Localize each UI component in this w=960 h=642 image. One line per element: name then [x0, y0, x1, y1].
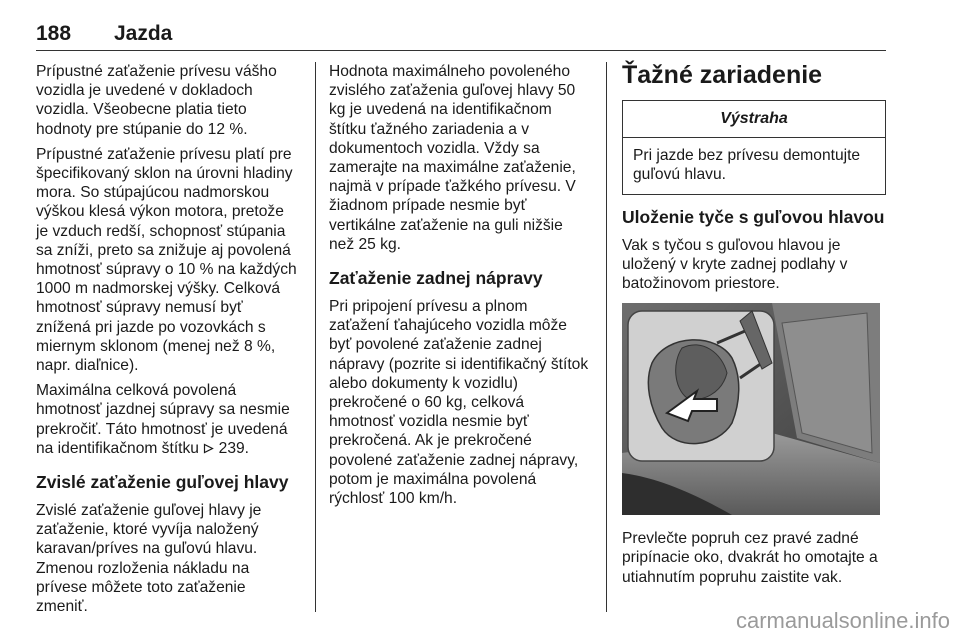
page-number: 188 — [36, 22, 72, 45]
section-heading-storage: Uloženie tyče s guľovou hlavou — [622, 206, 885, 227]
trunk-storage-illustration — [622, 303, 880, 515]
column-divider — [606, 62, 607, 612]
reference-triangle-icon — [203, 440, 214, 457]
page-reference-link[interactable]: 239. — [218, 439, 249, 457]
column-right — [622, 60, 886, 593]
paragraph: Hodnota maximálneho povoleného zvislého zaťaženia guľovej hlavy 50 kg je uvedená na identifikačnom štítku ťažného zariadenia a v dokumentoch vozidla. Vždy sa zamerajte na maximálne zaťaženie, najmä v prípade ťažkého prívesu. V žiadnom prípade nesmie byť vertikálne zaťaženie na guli nižšie než 25 kg. — [329, 63, 576, 253]
column-middle — [329, 62, 591, 514]
chapter-title: Jazda — [114, 22, 173, 45]
page-header — [36, 22, 886, 51]
paragraph — [36, 145, 300, 375]
column-divider — [315, 62, 316, 612]
paragraph: Vak s tyčou s guľovou hlavou je uložený v kryte zadnej podlahy v batožinovom priestore. — [622, 236, 848, 293]
paragraph: Pri pripojení prívesu a plnom zaťažení ťahajúceho vozidla môže byť povolené zaťaženie zadnej nápravy (pozrite si identifikačný štítok alebo dokumenty k vozidlu) prekročené o 60 kg, celková hmotnosť vozidla nesmie byť prekročená. Ak je prekročené povolené zaťaženie zadnej nápravy, potom je maximálna povolená rýchlosť 100 km/h. — [329, 298, 589, 508]
paragraph: Prevlečte popruh cez pravé zadné pripínacie oko, dvakrát ho omotajte a utiahnutím popruhu zaistite vak. — [622, 530, 878, 586]
warning-title: Výstraha — [623, 101, 885, 138]
paragraph-text: Prípustné zaťaženie prívesu platí pre špecifikovaný sklon na úrovni hladiny mora. So stúpajúcou nadmorskou výškou klesá výkon motora, pretože je vzduch redší, schopnosť stúpania sa zníži, preto sa znižuje aj povolená hmotnosť súpravy o 10 % na každých 1000 m nadmorskej výšky. Celková hmotnosť súpravy nemusí byť znížená pri jazde po vozovkách s miernym sklonom (menej než 8 %, napr. diaľnice). — [36, 145, 297, 375]
section-heading-towing: Ťažné zariadenie — [622, 61, 823, 89]
column-left — [36, 62, 300, 622]
warning-box — [622, 100, 886, 195]
paragraph-text: Maximálna celková povolená hmotnosť jazdnej súpravy sa nesmie prekročiť. Táto hmotnosť je uvedená na identifikačnom štítku — [36, 382, 290, 457]
paragraph — [36, 381, 300, 458]
paragraph: Zvislé zaťaženie guľovej hlavy je zaťaženie, ktoré vyvíja naložený karavan/príves na guľovú hlavu. Zmenou rozloženia nákladu na prívese môžete toto zaťaženie zmeniť. — [36, 502, 262, 616]
warning-text: Pri jazde bez prívesu demontujte guľovú hlavu. — [633, 147, 861, 184]
section-heading-vertical-load: Zvislé zaťaženie guľovej hlavy — [36, 472, 289, 493]
paragraph: Prípustné zaťaženie prívesu vášho vozidla je uvedené v dokladoch vozidla. Všeobecne platia tieto hodnoty pre stúpanie do 12 %. — [36, 63, 277, 138]
watermark: carmanualsonline.info — [735, 608, 950, 633]
section-heading-rear-axle: Zaťaženie zadnej nápravy — [329, 268, 543, 289]
